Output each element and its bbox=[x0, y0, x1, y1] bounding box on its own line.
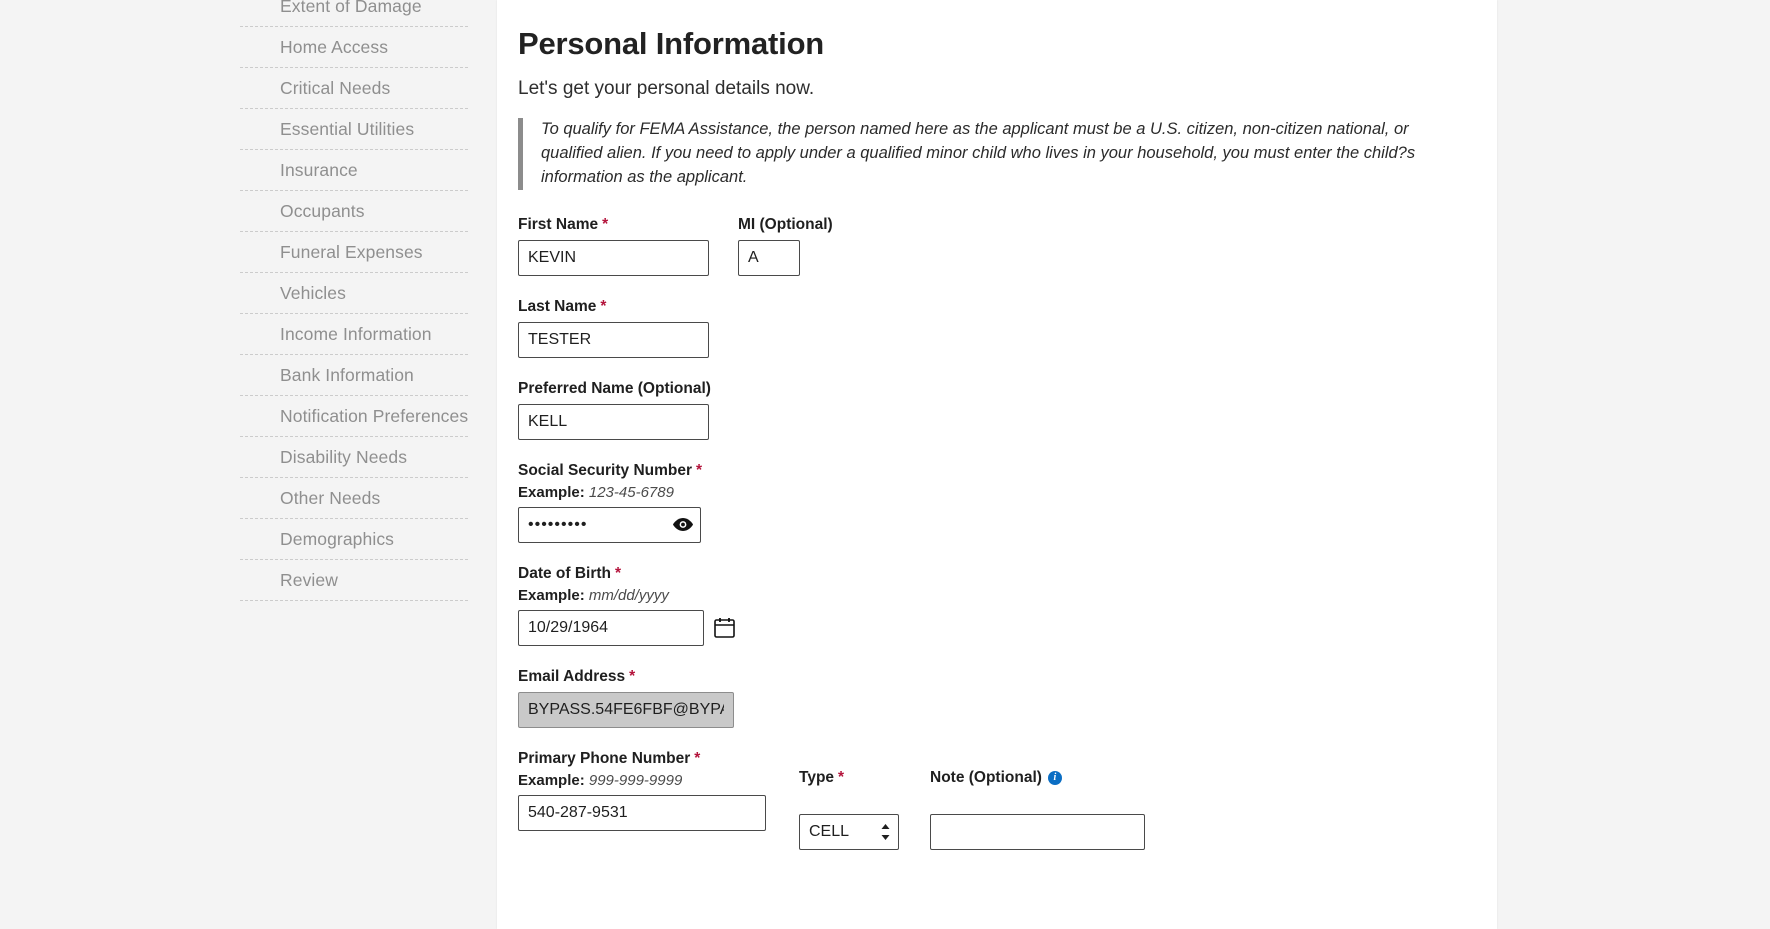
sidebar-item-label: Income Information bbox=[280, 324, 432, 344]
phone-type-select-wrapper bbox=[799, 814, 899, 850]
primary-phone-example-label: Example: bbox=[518, 771, 585, 789]
sidebar-item-other-needs[interactable] bbox=[240, 478, 468, 519]
sidebar-item-label: Insurance bbox=[280, 160, 358, 180]
phone-row bbox=[518, 750, 1461, 850]
required-marker: * bbox=[602, 215, 609, 233]
first-name-label-text: First Name bbox=[518, 215, 599, 233]
dob-input-row bbox=[518, 610, 1461, 646]
email-label bbox=[518, 668, 1461, 686]
eligibility-notice-text: To qualify for FEMA Assistance, the person named here as the applicant must be a U.S. citizen, non-citizen national, or qualified alien. If you need to apply under a qualified minor child who lives in your household, you must enter the child?s information as the applicant. bbox=[541, 120, 1416, 186]
ssn-example-label: Example: bbox=[518, 483, 585, 501]
sidebar-item-label: Demographics bbox=[280, 529, 395, 549]
sidebar-item-occupants[interactable] bbox=[240, 191, 468, 232]
required-marker: * bbox=[600, 297, 607, 315]
sidebar-item-income-information[interactable] bbox=[240, 314, 468, 355]
middle-initial-label: MI (Optional) bbox=[738, 215, 833, 233]
ssn-example bbox=[518, 484, 1461, 501]
last-name-label bbox=[518, 298, 1461, 316]
sidebar-item-label: Other Needs bbox=[280, 488, 381, 508]
primary-phone-label bbox=[518, 750, 766, 768]
eye-icon[interactable] bbox=[672, 514, 694, 536]
dob-group bbox=[518, 565, 1461, 646]
dob-input[interactable] bbox=[518, 610, 704, 646]
phone-note-input[interactable] bbox=[930, 814, 1145, 850]
sidebar-item-label: Essential Utilities bbox=[280, 119, 415, 139]
last-name-group bbox=[518, 298, 1461, 358]
sidebar-item-insurance[interactable] bbox=[240, 150, 468, 191]
primary-phone-label-text: Primary Phone Number bbox=[518, 749, 691, 767]
sidebar-item-funeral-expenses[interactable] bbox=[240, 232, 468, 273]
preferred-name-group bbox=[518, 380, 1461, 440]
sidebar-item-bank-information[interactable] bbox=[240, 355, 468, 396]
sidebar-item-disability-needs[interactable] bbox=[240, 437, 468, 478]
sidebar bbox=[0, 0, 497, 929]
preferred-name-label: Preferred Name (Optional) bbox=[518, 379, 711, 397]
info-icon[interactable]: i bbox=[1048, 771, 1062, 785]
first-name-label bbox=[518, 216, 709, 234]
required-marker: * bbox=[838, 768, 845, 786]
ssn-group bbox=[518, 462, 1461, 543]
sidebar-item-demographics[interactable] bbox=[240, 519, 468, 560]
phone-type-select[interactable] bbox=[799, 814, 899, 850]
phone-note-label-text: Note (Optional) bbox=[930, 768, 1042, 786]
last-name-input[interactable] bbox=[518, 322, 709, 358]
sidebar-nav bbox=[240, 0, 468, 601]
email-field[interactable] bbox=[518, 692, 734, 728]
sidebar-item-label: Vehicles bbox=[280, 283, 346, 303]
sidebar-item-label: Home Access bbox=[280, 37, 389, 57]
personal-information-card bbox=[497, 0, 1497, 929]
phone-note-label bbox=[930, 769, 1062, 787]
first-name-group bbox=[518, 216, 709, 276]
dob-example bbox=[518, 587, 1461, 604]
sidebar-item-label: Disability Needs bbox=[280, 447, 408, 467]
primary-phone-example bbox=[518, 772, 766, 789]
sidebar-item-label: Extent of Damage bbox=[280, 0, 422, 16]
primary-phone-example-value: 999-999-9999 bbox=[588, 771, 683, 789]
sidebar-item-label: Notification Preferences bbox=[280, 406, 469, 426]
phone-type-label-text: Type bbox=[799, 768, 835, 786]
phone-note-group bbox=[930, 750, 1145, 850]
required-marker: * bbox=[629, 667, 636, 685]
phone-type-label bbox=[799, 769, 899, 787]
sidebar-item-essential-utilities[interactable] bbox=[240, 109, 468, 150]
sidebar-item-label: Critical Needs bbox=[280, 78, 391, 98]
email-label-text: Email Address bbox=[518, 667, 626, 685]
dob-example-label: Example: bbox=[518, 586, 585, 604]
last-name-label-text: Last Name bbox=[518, 297, 597, 315]
sidebar-item-extent-of-damage[interactable] bbox=[240, 0, 468, 27]
sidebar-item-label: Occupants bbox=[280, 201, 365, 221]
primary-phone-input[interactable] bbox=[518, 795, 766, 831]
calendar-icon[interactable] bbox=[714, 617, 735, 638]
primary-phone-group bbox=[518, 750, 766, 831]
page-subtitle: Let's get your personal details now. bbox=[518, 78, 815, 99]
sidebar-item-home-access[interactable] bbox=[240, 27, 468, 68]
email-group bbox=[518, 668, 1461, 728]
name-row bbox=[518, 216, 1461, 276]
sidebar-item-label: Review bbox=[280, 570, 338, 590]
dob-label-text: Date of Birth bbox=[518, 564, 611, 582]
dob-label bbox=[518, 565, 1461, 583]
phone-type-group bbox=[799, 750, 899, 850]
sidebar-item-vehicles[interactable] bbox=[240, 273, 468, 314]
page-title: Personal Information bbox=[518, 26, 825, 61]
middle-initial-input[interactable] bbox=[738, 240, 800, 276]
required-marker: * bbox=[696, 461, 703, 479]
required-marker: * bbox=[615, 564, 622, 582]
preferred-name-input[interactable] bbox=[518, 404, 709, 440]
ssn-example-value: 123-45-6789 bbox=[588, 483, 674, 501]
first-name-input[interactable] bbox=[518, 240, 709, 276]
sidebar-item-label: Funeral Expenses bbox=[280, 242, 423, 262]
required-marker: * bbox=[694, 749, 701, 767]
sidebar-item-notification-preferences[interactable] bbox=[240, 396, 468, 437]
middle-initial-group bbox=[738, 216, 833, 276]
ssn-label-text: Social Security Number bbox=[518, 461, 693, 479]
ssn-label bbox=[518, 462, 1461, 480]
dob-example-value: mm/dd/yyyy bbox=[588, 586, 669, 604]
eligibility-notice bbox=[518, 118, 1453, 190]
sidebar-item-critical-needs[interactable] bbox=[240, 68, 468, 109]
sidebar-item-review[interactable] bbox=[240, 560, 468, 601]
sidebar-item-label: Bank Information bbox=[280, 365, 414, 385]
ssn-input-wrapper bbox=[518, 507, 701, 543]
